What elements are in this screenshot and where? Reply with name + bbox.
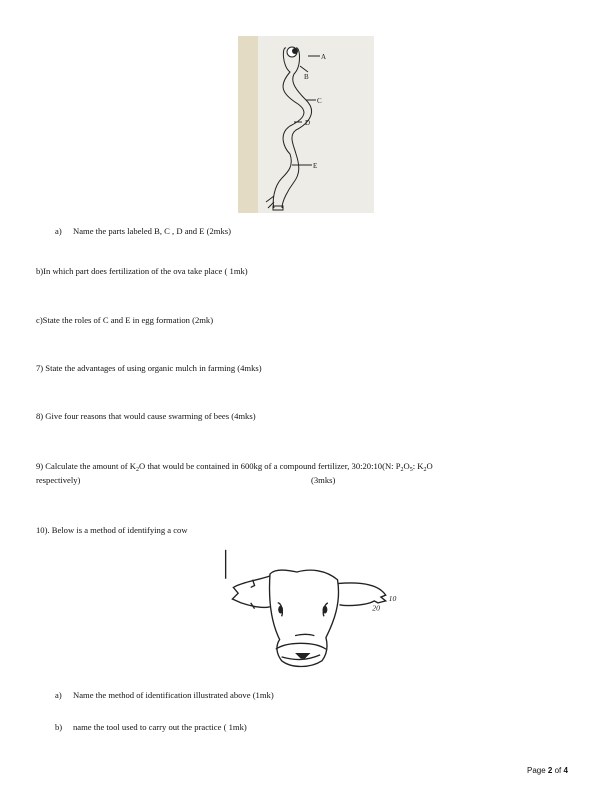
subscript: 2	[400, 467, 404, 473]
ear-notch-label-20: 20	[372, 603, 380, 613]
q10b-number: b)	[55, 722, 63, 732]
total-pages: 4	[563, 766, 568, 775]
page-prefix: Page	[527, 766, 548, 775]
label-d: D	[305, 119, 311, 127]
subscript: 2	[423, 467, 427, 473]
page-number	[527, 766, 568, 775]
question-9-marks: (3mks)	[311, 475, 336, 485]
question-7: 7) State the advantages of using organic mulch in farming (4mks)	[36, 363, 262, 373]
q9-text: O that would be contained in 600kg of a compound fertilizer, 30:20:10(N: P	[139, 461, 401, 471]
q6a-number: a)	[55, 226, 62, 236]
subscript: 5	[409, 467, 413, 473]
question-6a: Name the parts labeled B, C , D and E (2mks)	[73, 226, 231, 236]
oviduct-diagram	[238, 36, 374, 213]
label-b: B	[304, 73, 309, 81]
question-10b: name the tool used to carry out the practice ( 1mk)	[73, 722, 247, 732]
page-of: of	[552, 766, 564, 775]
ear-notch-label-10: 10	[388, 593, 397, 603]
q9-text: O	[403, 461, 410, 471]
q9-text: 9) Calculate the amount of K	[36, 461, 136, 471]
question-6b: b)In which part does fertilization of the ova take place ( 1mk)	[36, 266, 248, 276]
label-c: C	[317, 97, 322, 105]
q10a-number: a)	[55, 690, 62, 700]
current-page: 2	[547, 766, 553, 775]
label-a: A	[321, 53, 327, 61]
label-e: E	[313, 162, 318, 170]
subscript: 2	[136, 467, 139, 473]
cow-head-diagram	[213, 545, 408, 680]
question-9-line2: respectively)	[36, 475, 81, 485]
question-10a: Name the method of identification illustrated above (1mk)	[73, 690, 274, 700]
question-6c: c)State the roles of C and E in egg formation (2mk)	[36, 315, 214, 325]
q9-text: O	[426, 461, 433, 471]
question-9	[36, 461, 433, 471]
q9-text: : K	[412, 461, 424, 471]
question-8: 8) Give four reasons that would cause swarming of bees (4mks)	[36, 411, 256, 421]
question-10: 10). Below is a method of identifying a cow	[36, 525, 188, 535]
